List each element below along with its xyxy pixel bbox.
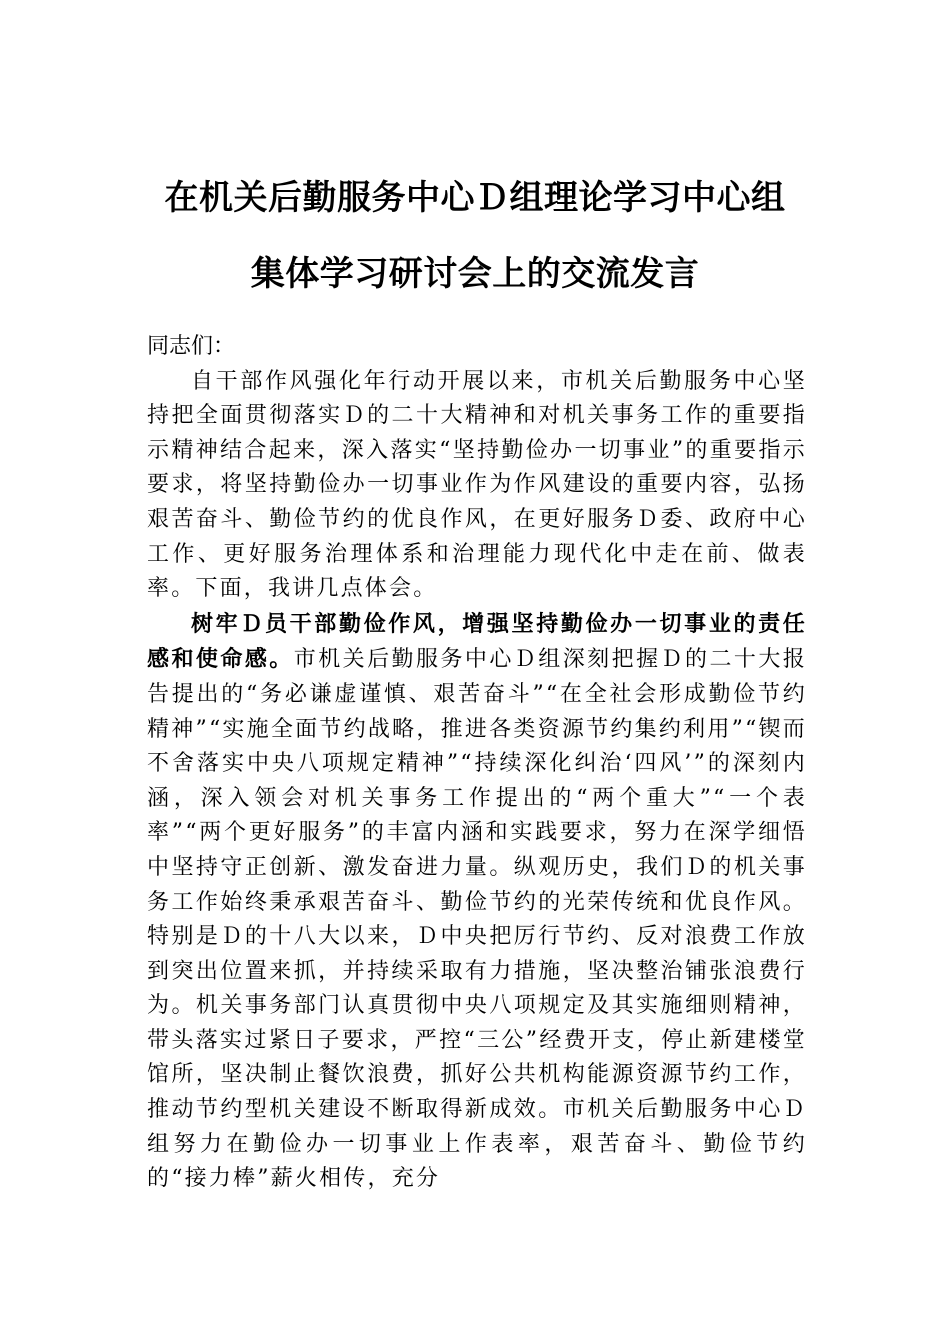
paragraph-text: 市机关后勤服务中心Ｄ组深刻把握Ｄ的二十大报告提出的“务必谦虚谨慎、艰苦奋斗”“在全社会形成勤俭节约精神”“实施全面节约战略，推进各类资源节约集约利用”“锲而不舍落实中央八项规定精神”“持续深化纠治‘四风’”的深刻内涵，深入领会对机关事务工作提出的“两个重大”“一个表率”“两个更好服务”的丰富内涵和实践要求，努力在深学细悟中坚持守正创新、激发奋进力量。纵观历史，我们Ｄ的机关事务工作始终秉承艰苦奋斗、勤俭节约的光荣传统和优良作风。特别是Ｄ的十八大以来，Ｄ中央把厉行节约、反对浪费工作放到突出位置来抓，并持续采取有力措施，坚决整治铺张浪费行为。机关事务部门认真贯彻中央八项规定及其实施细则精神，带头落实过紧日子要求，严控“三公”经费开支，停止新建楼堂馆所，坚决制止餐饮浪费，抓好公共机构能源资源节约工作，推动节约型机关建设不断取得新成效。市机关后勤服务中心Ｄ组努力在勤俭办一切事业上作表率，艰苦奋斗、勤俭节约的“接力棒”薪火相传，充分 (147, 647, 808, 1192)
salutation: 同志们： (147, 334, 236, 359)
document-body (147, 330, 807, 1197)
paragraph-intro (147, 365, 807, 607)
title-line-1: 在机关后勤服务中心Ｄ组理论学习中心组 (164, 178, 786, 218)
paragraph-text: 自干部作风强化年行动开展以来，市机关后勤服务中心坚持把全面贯彻落实Ｄ的二十大精神和对机关事务工作的重要指示精神结合起来，深入落实“坚持勤俭办一切事业”的重要指示要求，将坚持勤俭办一切事业作为作风建设的重要内容，弘扬艰苦奋斗、勤俭节约的优良作风，在更好服务Ｄ委、政府中心工作、更好服务治理体系和治理能力现代化中走在前、做表率。下面，我讲几点体会。 (147, 368, 807, 602)
document-title (100, 160, 850, 312)
title-line-2: 集体学习研讨会上的交流发言 (250, 254, 700, 294)
paragraph-section-1 (147, 607, 807, 1197)
section-heading: 树牢Ｄ员干部勤俭作风，增强坚持勤俭办一切事业的责任感和使命感。 (147, 610, 807, 673)
